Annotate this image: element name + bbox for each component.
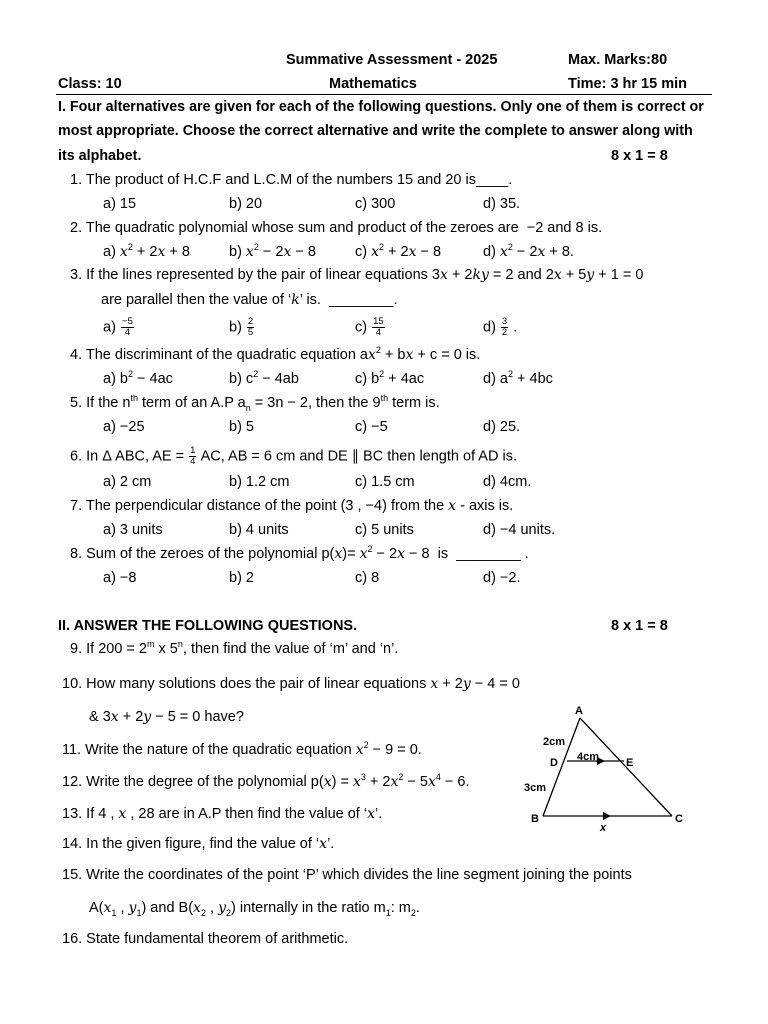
q7-option-c: c) 5 units xyxy=(355,522,414,538)
header-rule xyxy=(56,94,712,95)
q8-option-d: d) −2. xyxy=(483,570,521,586)
vertex-d-label: D xyxy=(550,757,558,769)
q3-option-d: d) $\frac{3}{2}$ . xyxy=(483,316,518,338)
q6-option-d: d) 4cm. xyxy=(483,474,532,490)
q6-option-c: c) 1.5 cm xyxy=(355,474,415,490)
length-db-label: 3cm xyxy=(524,782,547,794)
q7-option-b: b) 4 units xyxy=(229,522,289,538)
length-de-label: 4cm xyxy=(577,751,600,763)
section1-instruction-line2: most appropriate. Choose the correct alternative and write the complete to answer along with xyxy=(58,123,693,139)
question-9: 9. If $200 = 2^m$ x 5$^n$, then find the value of ‘m’ and ‘n’. xyxy=(70,639,399,657)
q1-option-d: d) 35. xyxy=(483,196,521,212)
question-16: 16. State fundamental theorem of arithmetic. xyxy=(62,931,349,947)
q2-option-c: c) $x^2 + 2x - 8$ xyxy=(355,242,442,260)
question-10: 10. How many solutions does the pair of linear equations x + 2y − 4 = 0 xyxy=(62,676,520,692)
length-bc-label: x xyxy=(600,822,607,834)
q5-option-d: d) 25. xyxy=(483,419,521,435)
q2-option-b: b) $x^2 - 2x - 8$ xyxy=(229,242,316,260)
q3-option-b: b) $\frac{2}{5}$ xyxy=(229,316,254,338)
question-3-cont: are parallel then the value of ‘k’ is. ________. xyxy=(101,292,398,308)
q4-option-c: c) $b^2 + 4ac$ xyxy=(355,369,425,387)
vertex-c-label: C xyxy=(675,813,683,825)
q1-option-b: b) 20 xyxy=(229,196,263,212)
side-ab xyxy=(543,718,580,816)
question-14: 14. In the given figure, find the value of ‘x’. xyxy=(62,836,335,852)
q4-option-b: b) $c^2 - 4ab$ xyxy=(229,369,299,387)
section1-instruction-line3: its alphabet. xyxy=(58,148,142,164)
exam-title: Summative Assessment - 2025 xyxy=(286,52,498,68)
q4-option-a: a) $b^2 - 4ac$ xyxy=(103,369,173,387)
question-8: 8. Sum of the zeroes of the polynomial $p(x)= x^2 - 2x - 8$ is ________ . xyxy=(70,544,529,562)
question-15-cont: $A(x_1$ , $y_1$) and $B(x_2$ , $y_2$) internally in the ratio $m_1$: $m_2$. xyxy=(89,900,420,918)
question-13: 13. If 4 , x , 28 are in A.P then find the value of ‘x’. xyxy=(62,806,383,822)
question-4: 4. The discriminant of the quadratic equation $ax^2$ + bx + c = 0 is. xyxy=(70,345,481,363)
vertex-e-label: E xyxy=(626,757,634,769)
section1-instruction-line1: I. Four alternatives are given for each of the following questions. Only one of them is correct or xyxy=(58,99,704,115)
triangle-figure xyxy=(515,700,695,835)
q8-option-b: b) 2 xyxy=(229,570,254,586)
q2-option-a: a) $x^2 + 2x + 8$ xyxy=(103,242,190,260)
q5-option-a: a) −25 xyxy=(103,419,145,435)
q3-option-c: c) $\frac{15}{4}$ xyxy=(355,316,384,338)
question-2: 2. The quadratic polynomial whose sum and product of the zeroes are −2 and 8 is. xyxy=(70,220,603,236)
q1-option-a: a) 15 xyxy=(103,196,137,212)
question-10-cont: & 3x + 2y − 5 = 0 have? xyxy=(89,709,244,725)
subject-label: Mathematics xyxy=(329,76,417,92)
question-7: 7. The perpendicular distance of the point (3 , −4) from the x - axis is. xyxy=(70,498,514,514)
q3-option-a: a) $\frac{-5}{4}$ xyxy=(103,316,133,338)
q1-option-c: c) 300 xyxy=(355,196,396,212)
q5-option-c: c) −5 xyxy=(355,419,388,435)
q6-option-a: a) 2 cm xyxy=(103,474,152,490)
question-11: 11. Write the nature of the quadratic equation $x^2 - 9 = 0$. xyxy=(62,740,422,758)
q6-option-b: b) 1.2 cm xyxy=(229,474,290,490)
q4-option-d: d) $a^2 + 4bc$ xyxy=(483,369,553,387)
class-label: Class: 10 xyxy=(58,76,122,92)
section1-marks: 8 x 1 = 8 xyxy=(611,148,668,164)
time-label: Time: 3 hr 15 min xyxy=(568,76,687,92)
q7-option-a: a) 3 units xyxy=(103,522,163,538)
question-5: 5. If the $n^{th}$ term of an A.P $a_n = 3n - 2$, then the 9th term is. xyxy=(70,393,440,413)
section2-marks: 8 x 1 = 8 xyxy=(611,618,668,634)
vertex-a-label: A xyxy=(575,705,583,717)
q5-option-b: b) 5 xyxy=(229,419,254,435)
q8-option-a: a) −8 xyxy=(103,570,137,586)
parallel-arrow-bc xyxy=(603,812,611,820)
question-15: 15. Write the coordinates of the point ‘P’ which divides the line segment joining the points xyxy=(62,867,632,883)
question-12: 12. Write the degree of the polynomial $p(x) = x^3 + 2x^2 - 5x^4 - 6$. xyxy=(62,772,470,790)
length-ad-label: 2cm xyxy=(543,736,566,748)
section2-heading: II. ANSWER THE FOLLOWING QUESTIONS. xyxy=(58,618,358,634)
max-marks: Max. Marks:80 xyxy=(568,52,668,68)
question-1: 1. The product of H.C.F and L.C.M of the numbers 15 and 20 is____. xyxy=(70,172,513,188)
question-6: 6. In Δ ABC, AE = $\frac{1}{4}$ AC, AB = 6 cm and DE ∥ BC then length of AD is. xyxy=(70,445,517,467)
q8-option-c: c) 8 xyxy=(355,570,380,586)
q7-option-d: d) −4 units. xyxy=(483,522,556,538)
vertex-b-label: B xyxy=(531,813,539,825)
question-3: 3. If the lines represented by the pair of linear equations 3x + 2ky = 2 and 2x + 5y + 1 = 0 xyxy=(70,267,644,283)
q2-option-d: d) $x^2 - 2x + 8$. xyxy=(483,242,574,260)
